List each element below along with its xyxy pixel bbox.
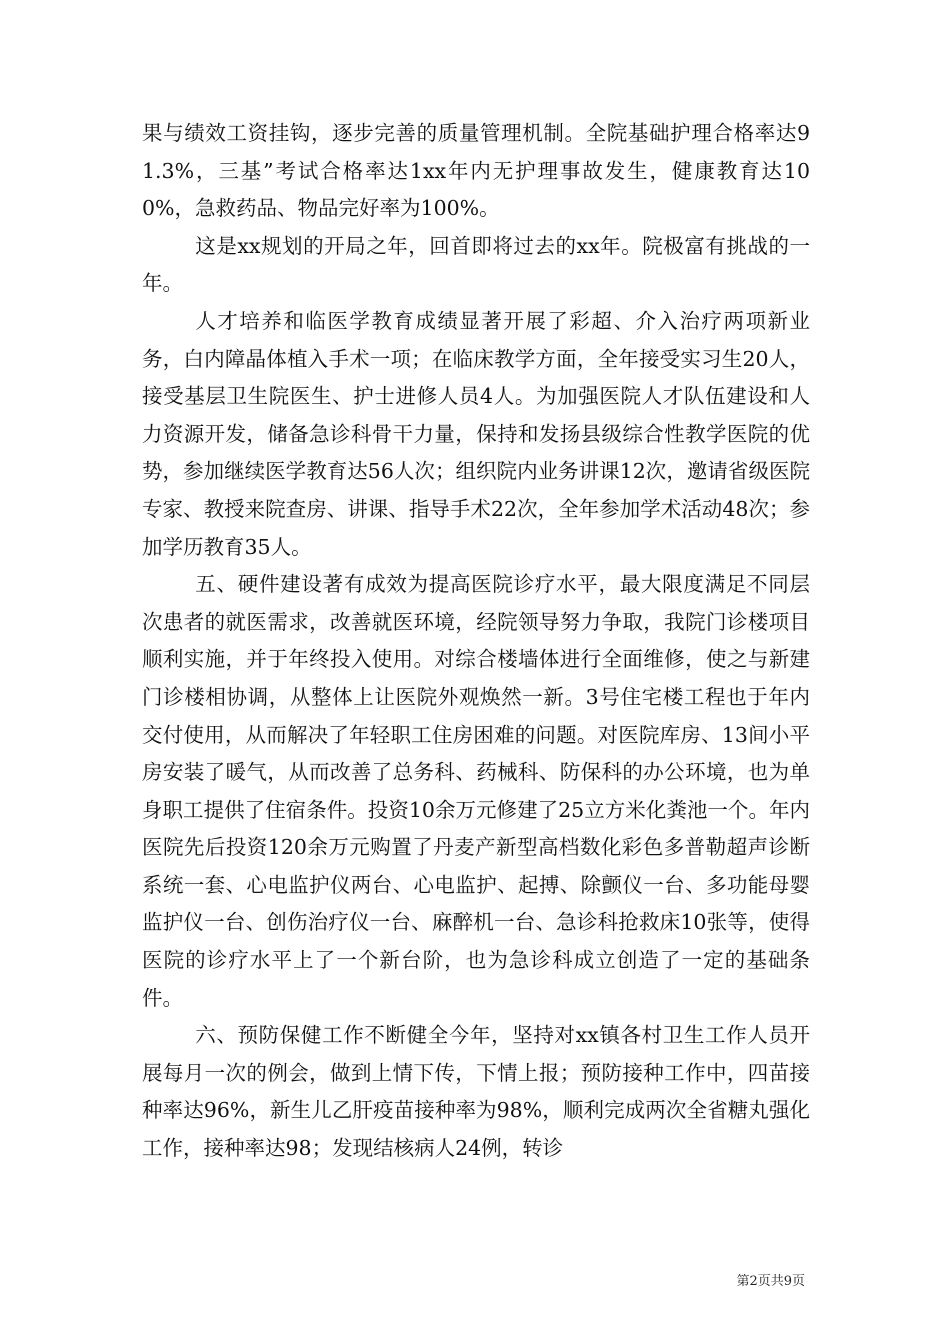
paragraph-planning-year: 这是xx规划的开局之年，回首即将过去的xx年。院极富有挑战的一年。	[142, 233, 810, 296]
paragraph-continuation: 果与绩效工资挂钩，逐步完善的质量管理机制。全院基础护理合格率达91.3%，三基”考试合格率达1xx年内无护理事故发生，健康教育达100%，急救药品、物品完好率为100%。	[142, 121, 810, 221]
document-body	[142, 115, 810, 1168]
paragraph-talent-training: 人才培养和临医学教育成绩显著开展了彩超、介入治疗两项新业务，白内障晶体植入手术一项；在临床教学方面，全年接受实习生20人，接受基层卫生院医生、护士进修人员4人。为加强医院人才队伍建设和人力资源开发，储备急诊科骨干力量，保持和发扬县级综合性教学医院的优势，参加继续医学教育达56人次；组织院内业务讲课12次，邀请省级医院专家、教授来院查房、讲课、指导手术22次，全年参加学术活动48次；参加学历教育35人。	[142, 308, 810, 559]
paragraph-preventive-care: 六、预防保健工作不断健全今年，坚持对xx镇各村卫生工作人员开展每月一次的例会，做到上情下传，下情上报；预防接种工作中，四苗接种率达96%，新生儿乙肝疫苗接种率为98%，顺利完成两次全省糖丸强化工作，接种率达98；发现结核病人24例，转诊	[142, 1023, 810, 1161]
paragraph-hardware-construction: 五、硬件建设著有成效为提高医院诊疗水平，最大限度满足不同层次患者的就医需求，改善就医环境，经院领导努力争取，我院门诊楼项目顺利实施，并于年终投入使用。对综合楼墙体进行全面维修，使之与新建门诊楼相协调，从整体上让医院外观焕然一新。3号住宅楼工程也于年内交付使用，从而解决了年轻职工住房困难的问题。对医院库房、13间小平房安装了暖气，从而改善了总务科、药械科、防保科的办公环境，也为单身职工提供了住宿条件。投资10余万元修建了25立方米化粪池一个。年内医院先后投资120余万元购置了丹麦产新型高档数化彩色多普勒超声诊断系统一套、心电监护仪两台、心电监护、起搏、除颤仪一台、多功能母婴监护仪一台、创伤治疗仪一台、麻醉机一台、急诊科抢救床10张等，使得医院的诊疗水平上了一个新台阶，也为急诊科成立创造了一定的基础条件。	[142, 572, 810, 1010]
page-number-footer: 第2页共9页	[736, 1274, 805, 1289]
